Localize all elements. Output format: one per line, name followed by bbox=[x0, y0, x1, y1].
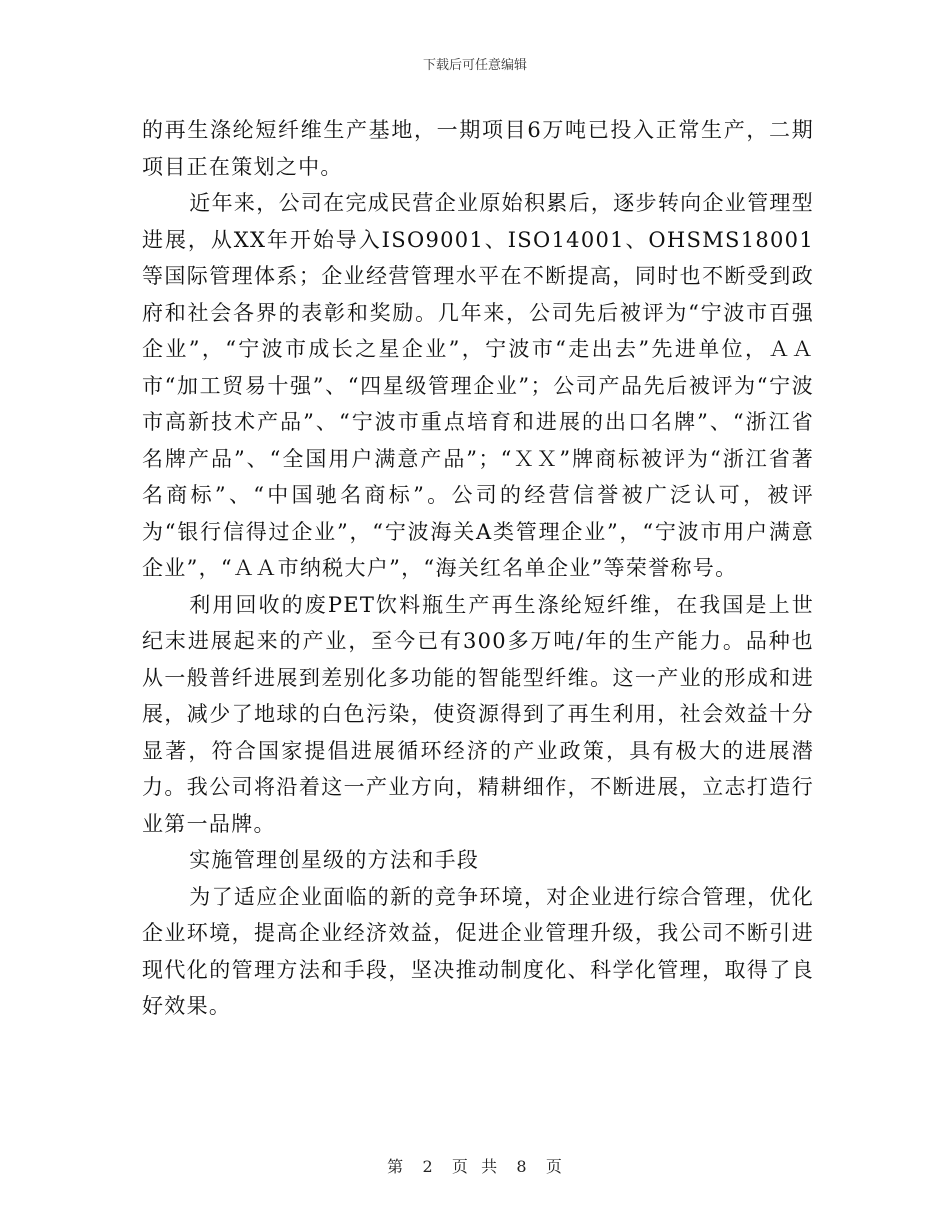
page-footer bbox=[0, 1154, 950, 1177]
section-heading: 实施管理创星级的方法和手段 bbox=[189, 848, 480, 872]
paragraph-industry: 利用回收的废PET饮料瓶生产再生涤纶短纤维，在我国是上世纪末进展起来的产业，至今已有300多万吨/年的生产能力。品种也从一般普纤进展到差别化多功能的智能型纤维。这一产业的形成和进展，减少了地球的白色污染，使资源得到了再生利用，社会效益十分显著，符合国家提倡进展循环经济的产业政策，具有极大的进展潜力。我公司将沿着这一产业方向，精耕细作，不断进展，立志打造行业第一品牌。 bbox=[142, 592, 814, 836]
footer-prefix: 第 bbox=[387, 1157, 405, 1176]
footer-current-page: 2 bbox=[422, 1157, 434, 1176]
paragraph-company-history: 近年来，公司在完成民营企业原始积累后，逐步转向企业管理型进展，从XX年开始导入ISO9001、ISO14001、OHSMS18001等国际管理体系；企业经营管理水平在不断提高，同时也不断受到政府和社会各界的表彰和奖励。几年来，公司先后被评为“宁波市百强企业”，“宁波市成长之星企业”，宁波市“走出去”先进单位，ＡＡ市“加工贸易十强”、“四星级管理企业”；公司产品先后被评为“宁波市高新技术产品”、“宁波市重点培育和进展的出口名牌”、“浙江省名牌产品”、“全国用户满意产品”；“ＸＸ”牌商标被评为“浙江省著名商标”、“中国驰名商标”。公司的经营信誉被广泛认可，被评为“银行信得过企业”，“宁波海关A类管理企业”，“宁波市用户满意企业”，“ＡＡ市纳税大户”，“海关红名单企业”等荣誉称号。 bbox=[142, 191, 814, 580]
page-header-note: 下载后可任意编辑 bbox=[422, 58, 527, 73]
footer-middle: 页 共 bbox=[451, 1157, 499, 1176]
footer-total-pages: 8 bbox=[516, 1157, 528, 1176]
footer-suffix: 页 bbox=[545, 1157, 563, 1176]
paragraph-management: 为了适应企业面临的新的竞争环境，对企业进行综合管理，优化企业环境，提高企业经济效益，促进企业管理升级，我公司不断引进现代化的管理方法和手段，坚决推动制度化、科学化管理，取得了良好效果。 bbox=[142, 884, 814, 1018]
paragraph-continuation: 的再生涤纶短纤维生产基地，一期项目6万吨已投入正常生产，二期项目正在策划之中。 bbox=[142, 118, 814, 179]
document-body bbox=[142, 112, 814, 1025]
